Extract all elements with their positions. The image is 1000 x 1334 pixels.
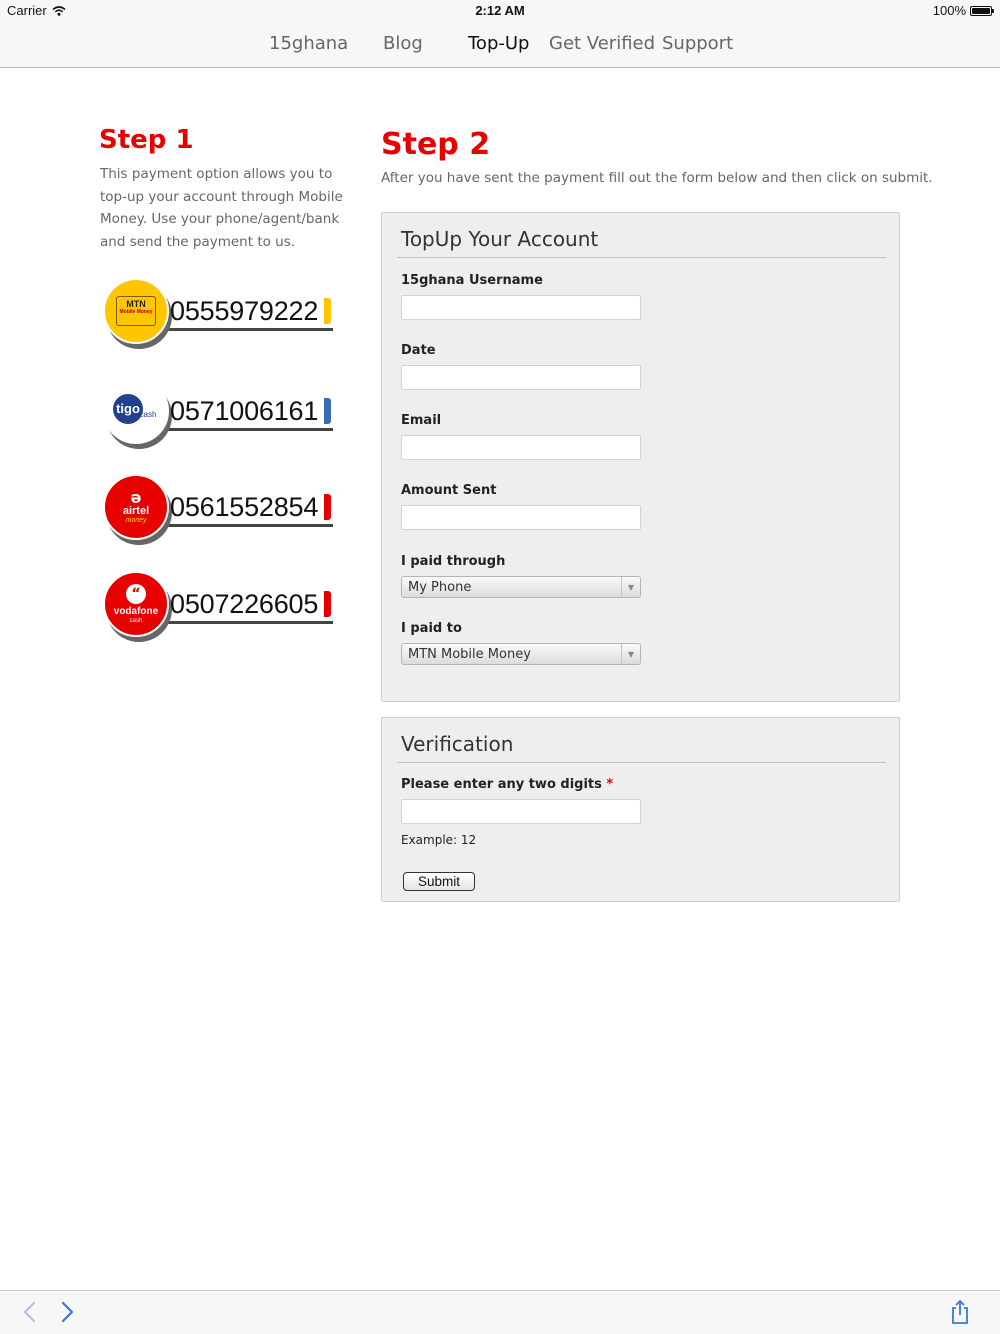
chevron-right-icon[interactable] — [61, 1301, 75, 1323]
provider-badge-vodafone — [103, 571, 335, 645]
top-navigation — [0, 20, 1000, 68]
nav-item-top-up[interactable]: Top-Up — [468, 33, 530, 54]
nav-item-support[interactable]: Support — [662, 33, 734, 54]
verification-panel — [381, 717, 900, 902]
topup-form-title: TopUp Your Account — [401, 227, 599, 251]
status-bar — [0, 0, 1000, 20]
amount-sent-input[interactable] — [401, 505, 641, 530]
browser-toolbar — [0, 1290, 1000, 1334]
step2-description: After you have sent the payment fill out the form below and then click on submit. — [381, 170, 933, 186]
provider-badge-airtel — [103, 474, 335, 548]
username-label: 15ghana Username — [401, 273, 543, 288]
step1-description: This payment option allows you to top-up your account through Mobile Money. Use your phone/agent/bank and send the payment to us. — [100, 166, 343, 250]
airtel-number: 0561552854 — [170, 492, 319, 522]
tigo-number: 0571006161 — [170, 396, 319, 426]
tigo-logo: tigo cash — [103, 378, 169, 444]
chevron-left-icon[interactable] — [22, 1301, 36, 1323]
nav-item-get-verified[interactable]: Get Verified — [549, 33, 656, 54]
share-icon[interactable] — [950, 1299, 970, 1325]
vodafone-number: 0507226605 — [170, 589, 319, 619]
airtel-swirl-icon: ə — [130, 487, 142, 507]
nav-item-blog[interactable]: Blog — [383, 33, 423, 54]
carrier-label: Carrier — [7, 3, 47, 18]
submit-button[interactable]: Submit — [403, 872, 475, 891]
clock: 2:12 AM — [475, 3, 525, 18]
verification-example: Example: 12 — [401, 833, 477, 847]
amount-sent-label: Amount Sent — [401, 483, 497, 498]
date-label: Date — [401, 343, 436, 358]
required-marker: * — [606, 777, 614, 792]
mtn-logo: MTN Mobile Money — [103, 278, 169, 344]
vodafone-speechmark-icon: “ — [126, 584, 146, 604]
battery-icon — [970, 6, 992, 16]
chevron-down-icon: ▼ — [621, 644, 640, 664]
step1-heading: Step 1 — [99, 125, 194, 155]
chevron-down-icon: ▼ — [621, 577, 640, 597]
paid-through-value: My Phone — [408, 580, 472, 595]
email-input[interactable] — [401, 435, 641, 460]
battery-percent: 100% — [932, 3, 966, 18]
topup-form-panel — [381, 212, 900, 702]
provider-badge-mtn — [103, 278, 335, 352]
nav-item-15ghana[interactable]: 15ghana — [269, 33, 349, 54]
battery-indicator — [933, 3, 992, 18]
vodafone-logo: “ vodafone cash — [103, 571, 169, 637]
verification-label: Please enter any two digits * — [401, 777, 614, 792]
verification-digits-input[interactable] — [401, 799, 641, 824]
mtn-number: 0555979222 — [170, 296, 319, 326]
step2-heading: Step 2 — [381, 127, 491, 162]
paid-through-label: I paid through — [401, 554, 506, 569]
paid-to-select[interactable] — [401, 643, 641, 665]
paid-through-select[interactable] — [401, 576, 641, 598]
username-input[interactable] — [401, 295, 641, 320]
paid-to-label: I paid to — [401, 621, 462, 636]
airtel-logo: ə airtel money — [103, 474, 169, 540]
verification-title: Verification — [401, 732, 514, 756]
provider-badge-tigo — [103, 378, 335, 452]
email-label: Email — [401, 413, 442, 428]
date-input[interactable] — [401, 365, 641, 390]
paid-to-value: MTN Mobile Money — [408, 647, 531, 662]
